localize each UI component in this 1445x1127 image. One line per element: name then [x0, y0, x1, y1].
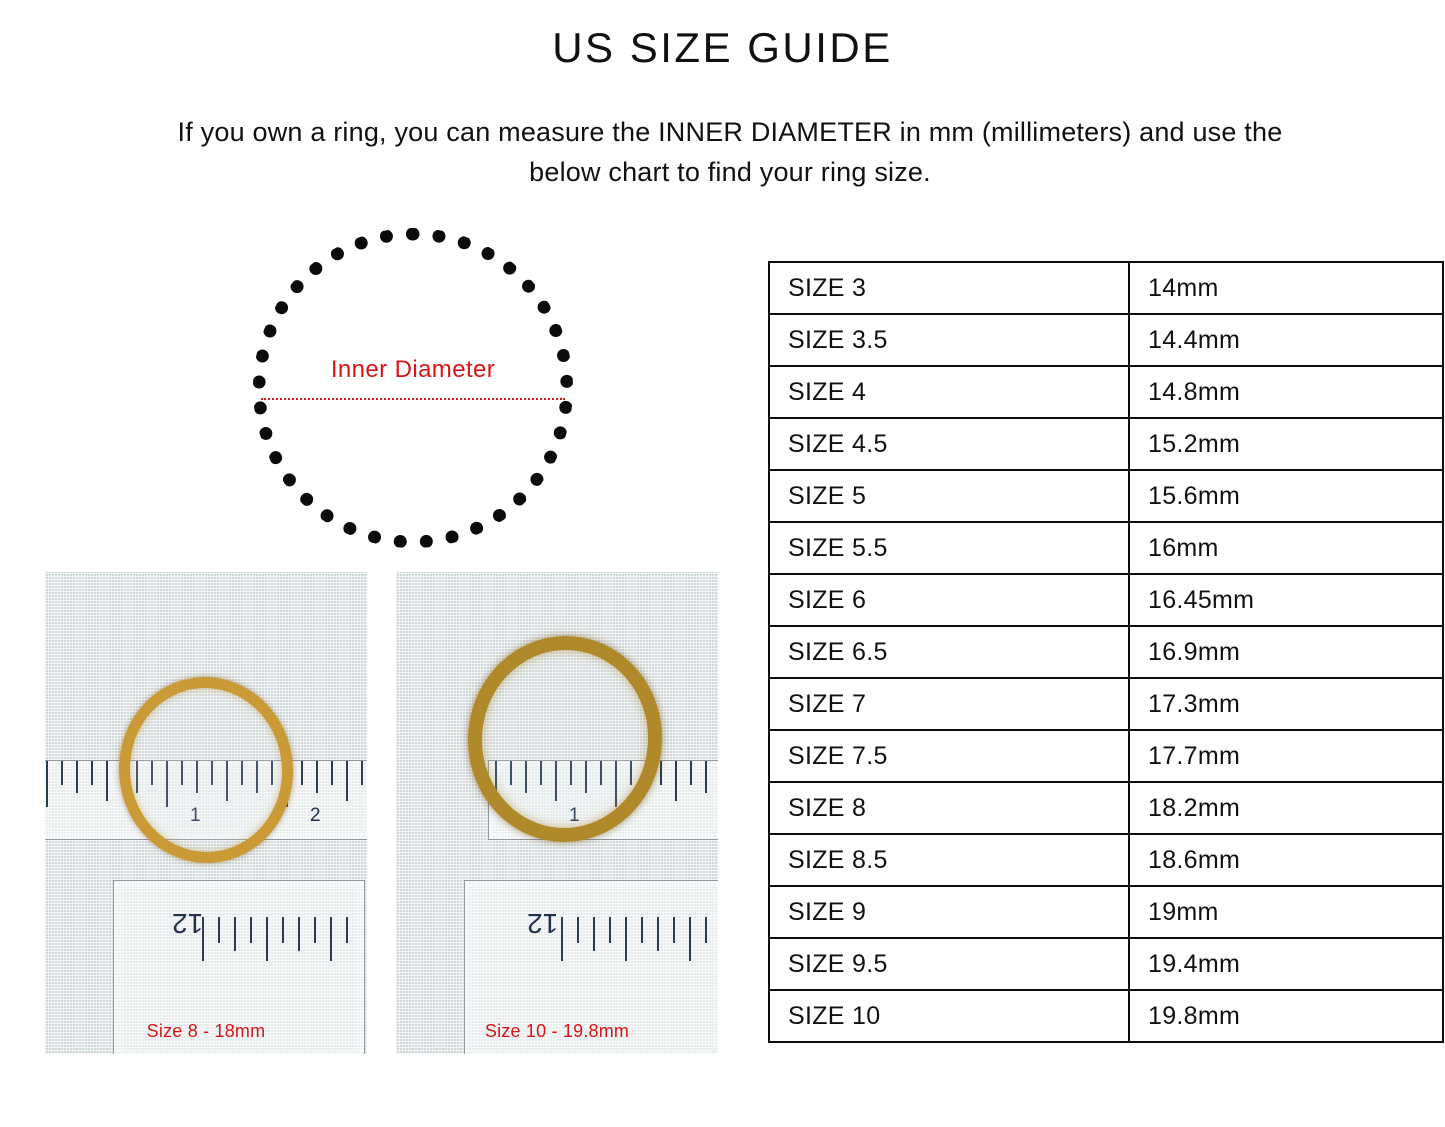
size-cell: SIZE 8	[769, 782, 1129, 834]
size-table-body	[769, 262, 1443, 1042]
mm-cell: 15.6mm	[1129, 470, 1443, 522]
table-row	[769, 782, 1443, 834]
size-cell: SIZE 8.5	[769, 834, 1129, 886]
table-row	[769, 678, 1443, 730]
table-row	[769, 730, 1443, 782]
table-row	[769, 470, 1443, 522]
table-row	[769, 938, 1443, 990]
size-cell: SIZE 9.5	[769, 938, 1129, 990]
ruler-number: 12	[172, 908, 204, 939]
ruler-number: 1	[569, 805, 580, 826]
ruler-number: 1	[190, 805, 201, 826]
size-cell: SIZE 3	[769, 262, 1129, 314]
table-row	[769, 834, 1443, 886]
mm-cell: 18.6mm	[1129, 834, 1443, 886]
table-row	[769, 522, 1443, 574]
mm-cell: 17.7mm	[1129, 730, 1443, 782]
size-cell: SIZE 7	[769, 678, 1129, 730]
size-cell: SIZE 4	[769, 366, 1129, 418]
size-cell: SIZE 6.5	[769, 626, 1129, 678]
size-cell: SIZE 5	[769, 470, 1129, 522]
size-cell: SIZE 5.5	[769, 522, 1129, 574]
ruler-number: 2	[310, 805, 321, 826]
mm-cell: 16.45mm	[1129, 574, 1443, 626]
size-cell: SIZE 10	[769, 990, 1129, 1042]
table-row	[769, 574, 1443, 626]
table-row	[769, 366, 1443, 418]
ruler-number: 12	[527, 908, 559, 939]
table-row	[769, 262, 1443, 314]
mm-cell: 17.3mm	[1129, 678, 1443, 730]
table-row	[769, 314, 1443, 366]
mm-cell: 14.4mm	[1129, 314, 1443, 366]
inner-diameter-label: Inner Diameter	[330, 356, 496, 383]
size-cell: SIZE 7.5	[769, 730, 1129, 782]
page-title: US SIZE GUIDE	[552, 24, 893, 71]
mm-cell: 16.9mm	[1129, 626, 1443, 678]
size-cell: SIZE 6	[769, 574, 1129, 626]
inner-diameter-diagram	[253, 228, 573, 548]
mm-cell: 16mm	[1129, 522, 1443, 574]
mm-cell: 19.4mm	[1129, 938, 1443, 990]
page-subtitle: If you own a ring, you can measure the INNER DIAMETER in mm (millimeters) and use the below chart to find your ring size.	[177, 117, 1283, 187]
table-row	[769, 886, 1443, 938]
size-cell: SIZE 3.5	[769, 314, 1129, 366]
table-row	[769, 418, 1443, 470]
size-cell: SIZE 9	[769, 886, 1129, 938]
mm-cell: 18.2mm	[1129, 782, 1443, 834]
ring-outline-icon	[253, 228, 573, 548]
size-cell: SIZE 4.5	[769, 418, 1129, 470]
ring-photo-size-10	[396, 572, 718, 1054]
table-row	[769, 626, 1443, 678]
mm-cell: 19mm	[1129, 886, 1443, 938]
diameter-measure-line	[261, 398, 565, 400]
mm-cell: 15.2mm	[1129, 418, 1443, 470]
mm-cell: 14mm	[1129, 262, 1443, 314]
mm-cell: 19.8mm	[1129, 990, 1443, 1042]
mm-cell: 14.8mm	[1129, 366, 1443, 418]
ring-photo-size-8	[45, 572, 367, 1054]
photo-caption-size-10: Size 10 - 19.8mm	[484, 1021, 630, 1041]
table-row	[769, 990, 1443, 1042]
ring-size-table	[768, 261, 1444, 1043]
photo-caption-size-8: Size 8 - 18mm	[146, 1021, 266, 1041]
